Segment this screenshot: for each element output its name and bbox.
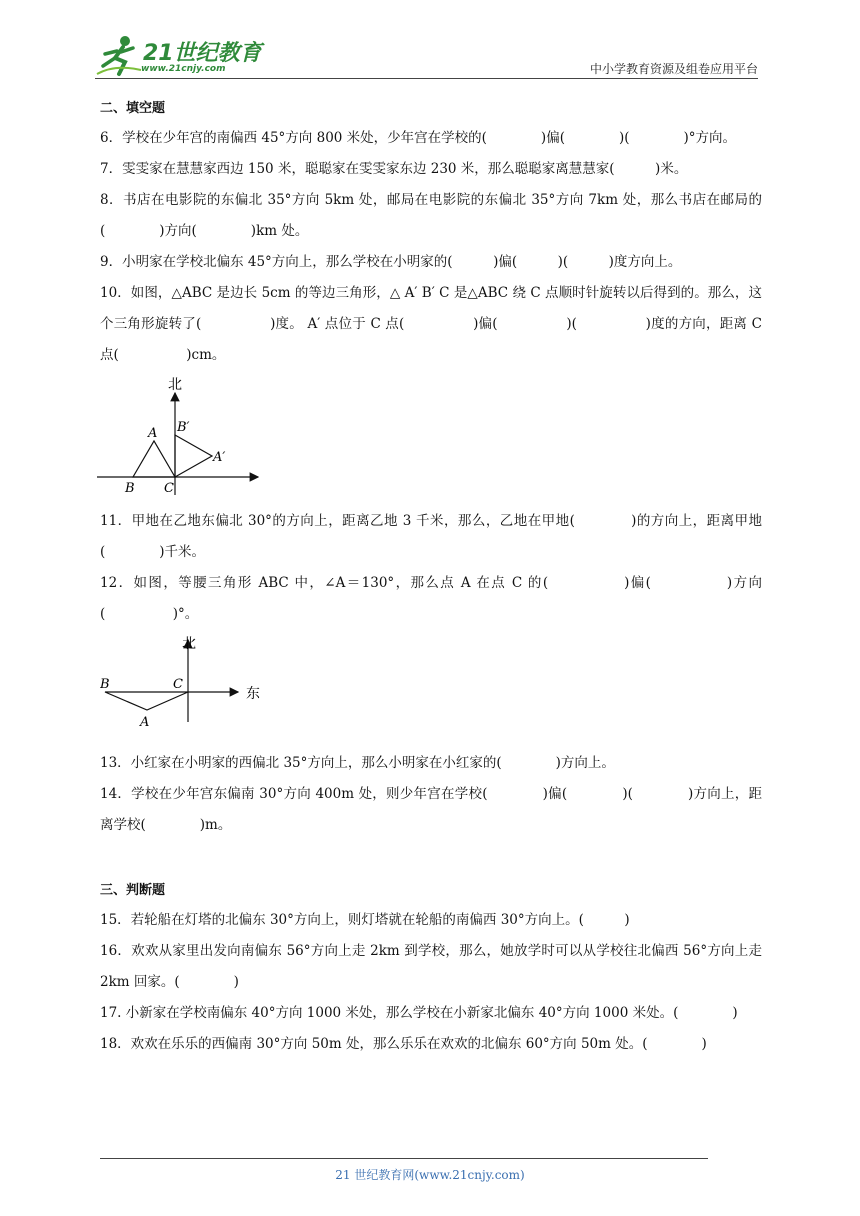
question-15: 15．若轮船在灯塔的北偏东 30°方向上，则灯塔就在轮船的南偏西 30°方向上。( ): [100, 912, 630, 928]
page-header: [95, 30, 758, 78]
section-title-true-false: 三、判断题: [100, 883, 166, 898]
point-a-label: A: [140, 715, 150, 730]
triangle-abc: [105, 692, 188, 710]
header-site-name: 中小学教育资源及组卷应用平台: [589, 62, 758, 76]
question-7: 7．雯雯家在慧慧家西边 150 米，聪聪家在雯雯家东边 230 米，那么聪聪家离慧慧家( )米。: [100, 161, 688, 177]
header-divider: [95, 78, 758, 79]
point-b-prime-label: B′: [177, 420, 190, 435]
north-label: 北: [182, 636, 196, 652]
footer-divider: [100, 1158, 708, 1159]
rotation-diagram: [95, 371, 275, 506]
question-8: 8．书店在电影院的东偏北 35°方向 5km 处，邮局在电影院的东偏北 35°方向 7km 处，那么书店在邮局的( )方向( )km 处。: [100, 192, 762, 239]
question-18: 18．欢欢在乐乐的西偏南 30°方向 50m 处，那么乐乐在欢欢的北偏东 60°方向 50m 处。( ): [100, 1036, 707, 1052]
logo: [95, 34, 265, 78]
figure-rotated-triangle: [100, 371, 762, 506]
question-13: 13．小红家在小明家的西偏北 35°方向上，那么小明家在小红家的( )方向上。: [100, 755, 615, 771]
logo-url: www.21cnjy.com: [141, 64, 226, 74]
point-b-label: B: [100, 677, 110, 692]
page-footer: 21 世纪教育网(www.21cnjy.com): [335, 1168, 525, 1182]
triangle-a1b1c: [175, 435, 212, 477]
point-a-label: A: [148, 426, 158, 441]
east-label: 东: [246, 686, 260, 702]
question-12: 12．如图，等腰三角形 ABC 中，∠A＝130°，那么点 A 在点 C 的( )偏( )方向( )°。: [100, 575, 762, 622]
north-label: 北: [168, 377, 182, 393]
figure-isosceles-triangle: [100, 630, 762, 748]
logo-text: 21世纪教育: [143, 41, 262, 66]
question-17: 17. 小新家在学校南偏东 40°方向 1000 米处，那么学校在小新家北偏东 40°方向 1000 米处。( ): [100, 1005, 738, 1021]
point-c-label: C: [173, 677, 183, 692]
document-body: [100, 95, 762, 1060]
point-b-label: B: [125, 481, 135, 496]
section-title-fill-blank: 二、填空题: [100, 101, 166, 116]
runner-logo-icon: [95, 34, 143, 78]
question-14: 14．学校在少年宫东偏南 30°方向 400m 处，则少年宫在学校( )偏( )( )方向上，距离学校( )m。: [100, 786, 762, 833]
point-c-label: C: [164, 481, 174, 496]
question-16: 16．欢欢从家里出发向南偏东 56°方向上走 2km 到学校，那么，她放学时可以从学校往北偏西 56°方向上走 2km 回家。( ): [100, 943, 762, 990]
point-a-prime-label: A′: [213, 450, 226, 465]
question-10: 10．如图，△ABC 是边长 5cm 的等边三角形，△ A′ B′ C 是△ABC 绕 C 点顺时针旋转以后得到的。那么，这个三角形旋转了( )度。 A′ 点位于 C 点( )偏( )( )度的方向，距离 C 点( )cm。: [100, 285, 762, 363]
question-6: 6．学校在少年宫的南偏西 45°方向 800 米处，少年宫在学校的( )偏( )( )°方向。: [100, 130, 737, 146]
question-11: 11．甲地在乙地东偏北 30°的方向上，距离乙地 3 千米，那么，乙地在甲地( )的方向上，距离甲地( )千米。: [100, 513, 762, 560]
question-9: 9．小明家在学校北偏东 45°方向上，那么学校在小明家的( )偏( )( )度方向上。: [100, 254, 682, 270]
isosceles-diagram: [100, 630, 280, 748]
triangle-abc: [133, 441, 175, 477]
